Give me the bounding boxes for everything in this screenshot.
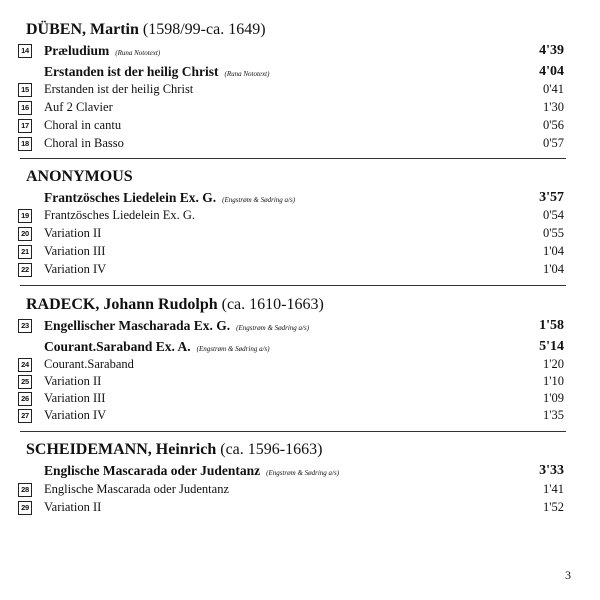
composer-heading-duben: [26, 21, 266, 39]
section-divider: [20, 431, 566, 432]
track-number-badge: 29: [18, 501, 32, 515]
track-title: Courant.Saraband: [44, 357, 134, 371]
track-title: Engellischer Mascharada Ex. G. (Engstrøm & Sødring a/s): [44, 318, 310, 333]
track-row: [18, 208, 564, 225]
track-number-badge: 23: [18, 319, 32, 333]
track-row: [18, 357, 564, 374]
track-title: Variation III: [44, 244, 106, 258]
track-row: [18, 43, 564, 60]
track-duration: 4'39: [539, 43, 564, 58]
track-title: Frantzösches Liedelein Ex. G.: [44, 208, 195, 222]
track-row: [18, 463, 564, 480]
track-row: [18, 339, 564, 356]
track-row: [18, 136, 564, 153]
section-divider: [20, 285, 566, 286]
track-duration: 1'30: [542, 100, 564, 114]
track-title: Variation IV: [44, 262, 107, 276]
composer-name: SCHEIDEMANN, Heinrich: [26, 441, 217, 458]
track-number-badge: 15: [18, 83, 32, 97]
track-title: Choral in cantu: [44, 118, 122, 132]
track-duration: 0'54: [542, 208, 564, 222]
performer-credit: (Engstrøm & Sødring a/s): [196, 345, 270, 353]
track-row: [18, 100, 564, 117]
track-number-badge: 24: [18, 358, 32, 372]
composer-heading-anonymous: [26, 168, 133, 186]
track-row: [18, 262, 564, 279]
composer-dates: (1598/99-ca. 1649): [142, 21, 266, 38]
track-number-badge: 19: [18, 209, 32, 223]
track-number-badge: 27: [18, 409, 32, 423]
composer-name: DÜBEN, Martin: [26, 21, 139, 38]
track-number-badge: 21: [18, 245, 32, 259]
track-title: Variation II: [44, 226, 102, 240]
track-duration: 1'09: [542, 391, 564, 405]
track-duration: 3'33: [539, 463, 564, 478]
composer-name: RADECK, Johann Rudolph: [26, 296, 218, 313]
track-title: Variation IV: [44, 408, 107, 422]
track-duration: 0'57: [542, 136, 564, 150]
track-title: Courant.Saraband Ex. A. (Engstrøm & Sødring a/s): [44, 339, 270, 354]
track-duration: 0'55: [542, 226, 564, 240]
track-title: Variation III: [44, 391, 106, 405]
performer-credit: (Engstrøm & Sødring a/s): [266, 469, 340, 477]
performer-credit: (Runa Nototext): [224, 70, 270, 78]
track-title: Variation II: [44, 500, 102, 514]
composer-heading-radeck: [26, 296, 324, 314]
track-row: [18, 118, 564, 135]
composer-dates: (ca. 1596-1663): [220, 441, 323, 458]
track-title: Præludium (Runa Nototext): [44, 43, 161, 58]
track-title: Choral in Basso: [44, 136, 124, 150]
track-duration: 5'14: [539, 339, 564, 354]
composer-dates: (ca. 1610-1663): [221, 296, 324, 313]
page-number: 3: [565, 568, 571, 582]
track-duration: 1'04: [542, 262, 564, 276]
track-number-badge: 22: [18, 263, 32, 277]
performer-credit: (Engstrøm & Sødring a/s): [222, 196, 296, 204]
track-number-badge: 18: [18, 137, 32, 151]
track-title: Variation II: [44, 374, 102, 388]
track-row: [18, 500, 564, 517]
track-row: [18, 226, 564, 243]
track-row: [18, 374, 564, 391]
composer-name: ANONYMOUS: [26, 168, 133, 185]
track-number-badge: 16: [18, 101, 32, 115]
track-duration: 3'57: [539, 190, 564, 205]
track-number-badge: 26: [18, 392, 32, 406]
track-row: [18, 318, 564, 335]
track-row: [18, 391, 564, 408]
track-number-badge: 28: [18, 483, 32, 497]
track-row: [18, 244, 564, 261]
track-row: [18, 82, 564, 99]
track-duration: 1'35: [542, 408, 564, 422]
composer-heading-scheidemann: [26, 441, 322, 459]
track-number-badge: 25: [18, 375, 32, 389]
track-duration: 0'41: [542, 82, 564, 96]
track-duration: 1'10: [542, 374, 564, 388]
track-title: Frantzösches Liedelein Ex. G. (Engstrøm & Sødring a/s): [44, 190, 296, 205]
track-duration: 1'41: [542, 482, 564, 496]
track-duration: 0'56: [542, 118, 564, 132]
track-title: Erstanden ist der heilig Christ: [44, 82, 194, 96]
track-title: Erstanden ist der heilig Christ (Runa Nototext): [44, 64, 270, 79]
track-duration: 1'52: [542, 500, 564, 514]
track-title: Englische Mascarada oder Judentanz: [44, 482, 229, 496]
track-number-badge: 20: [18, 227, 32, 241]
performer-credit: (Engstrøm & Sødring a/s): [236, 324, 310, 332]
track-duration: 1'58: [539, 318, 564, 333]
track-duration: 4'04: [539, 64, 564, 79]
track-title: Englische Mascarada oder Judentanz (Engstrøm & Sødring a/s): [44, 463, 340, 478]
track-row: [18, 482, 564, 499]
performer-credit: (Runa Nototext): [115, 49, 161, 57]
track-number-badge: 14: [18, 44, 32, 58]
track-duration: 1'20: [542, 357, 564, 371]
track-row: [18, 408, 564, 425]
section-divider: [20, 158, 566, 159]
track-row: [18, 190, 564, 207]
track-number-badge: 17: [18, 119, 32, 133]
track-duration: 1'04: [542, 244, 564, 258]
track-title: Auf 2 Clavier: [44, 100, 113, 114]
track-row: [18, 64, 564, 81]
